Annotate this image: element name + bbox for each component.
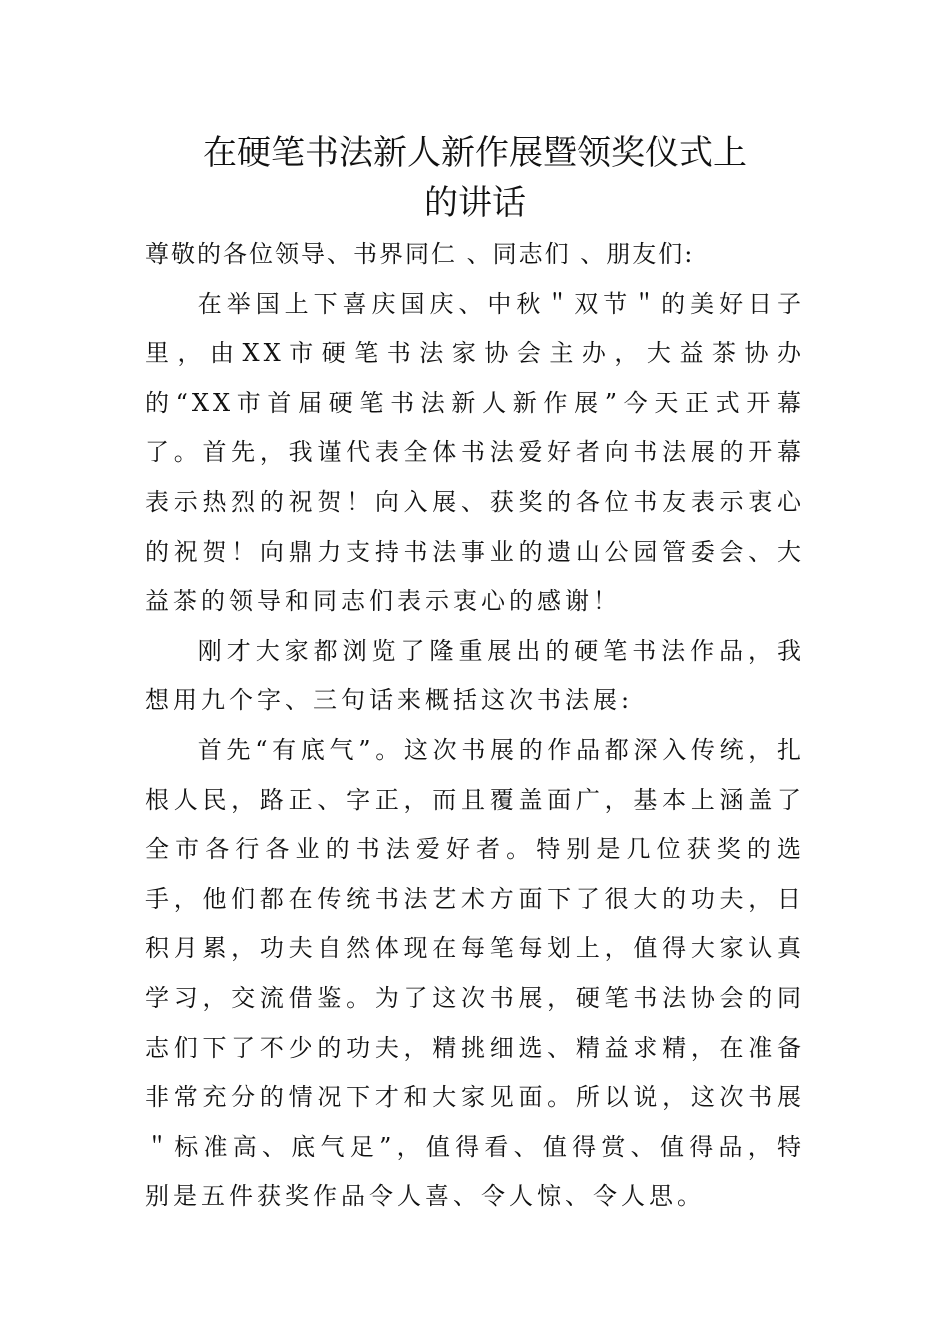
paragraph-first-point: 首先“有底气”。这次书展的作品都深入传统，扎根人民，路正、字正，而且覆盖面广，基本上涵盖了全市各行各业的书法爱好者。特别是几位获奖的选手，他们都在传统书法艺术方面下了很大的功夫，日积月累，功夫自然体现在每笔每划上，值得大家认真学习，交流借鉴。为了这次书展，硬笔书法协会的同志们下了不少的功夫，精挑细选、精益求精，在准备非常充分的情况下才和大家见面。所以说，这次书展＂标准高、底气足”，值得看、值得赏、值得品，特别是五件获奖作品令人喜、令人惊、令人思。 (145, 735, 805, 1211)
paragraph-opening: 在举国上下喜庆国庆、中秋＂双节＂的美好日子里，由XX市硬笔书法家协会主办，大益茶协办的“XX市首届硬笔书法新人新作展”今天正式开幕了。首先，我谨代表全体书法爱好者向书法展的开幕表示热烈的祝贺！向入展、获奖的各位书友表示衷心的祝贺！向鼎力支持书法事业的遗山公园管委会、大益茶的领导和同志们表示衷心的感谢！ (145, 289, 805, 616)
document-title-line-1: 在硬笔书法新人新作展暨领奖仪式上 (203, 133, 747, 173)
document-body (145, 230, 805, 1222)
document-title-line-2: 的讲话 (424, 183, 526, 223)
greeting: 尊敬的各位领导、书界同仁 、同志们 、朋友们: (145, 240, 695, 268)
paragraph-summary: 刚才大家都浏览了隆重展出的硬笔书法作品，我想用九个字、三句话来概括这次书法展: (145, 636, 805, 715)
